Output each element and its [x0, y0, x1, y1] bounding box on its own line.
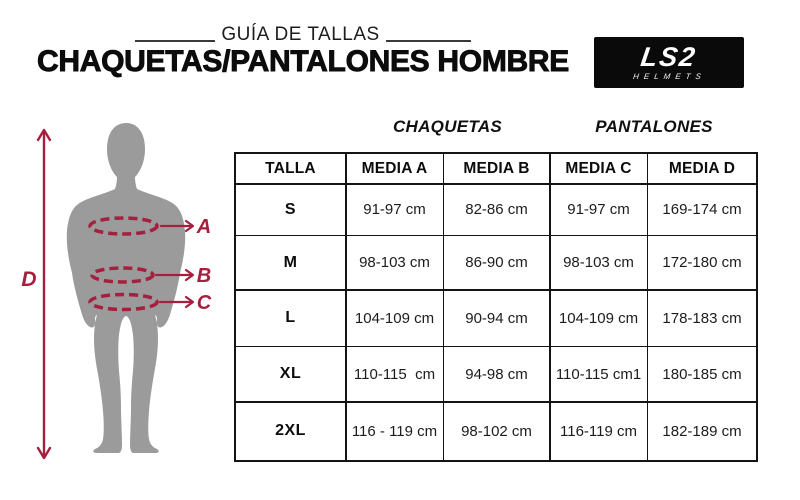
column-header-media-d: MEDIA D	[648, 154, 756, 183]
size-cell: 104-109 cm	[347, 291, 443, 346]
column-header-media-b: MEDIA B	[444, 154, 549, 183]
size-cell: 169-174 cm	[648, 185, 756, 235]
size-label: S	[236, 185, 345, 235]
kicker-line-right	[386, 40, 471, 42]
label-c: C	[196, 292, 212, 314]
column-header-talla: TALLA	[236, 154, 345, 183]
ls2-logo	[594, 37, 744, 88]
kicker-line-left	[135, 40, 215, 42]
male-silhouette	[67, 123, 185, 453]
size-cell: 110-115 cm1	[551, 347, 647, 401]
label-d: D	[21, 268, 37, 291]
size-cell: 98-103 cm	[347, 236, 443, 289]
size-label: M	[236, 236, 345, 289]
size-cell: 172-180 cm	[648, 236, 756, 289]
ls2-helmets-text: HELMETS	[632, 72, 707, 81]
male-silhouette-figure	[0, 100, 230, 490]
size-cell: 86-90 cm	[444, 236, 549, 289]
size-cell: 98-102 cm	[444, 403, 549, 460]
label-b: B	[196, 265, 212, 287]
size-label: 2XL	[236, 403, 345, 460]
size-cell: 98-103 cm	[551, 236, 647, 289]
group-header-pantalones: PANTALONES	[595, 117, 713, 136]
size-cell: 94-98 cm	[444, 347, 549, 401]
size-cell: 110-115 cm	[347, 347, 443, 401]
kicker	[20, 24, 586, 46]
size-cell: 116-119 cm	[551, 403, 647, 460]
size-cell: 82-86 cm	[444, 185, 549, 235]
column-header-media-c: MEDIA C	[551, 154, 647, 183]
label-a: A	[196, 216, 212, 238]
size-table	[234, 152, 758, 462]
column-header-media-a: MEDIA A	[347, 154, 443, 183]
group-header-chaquetas: CHAQUETAS	[392, 117, 503, 136]
size-cell: 91-97 cm	[551, 185, 647, 235]
size-cell: 180-185 cm	[648, 347, 756, 401]
height-arrow	[38, 130, 50, 458]
size-label: L	[236, 291, 345, 346]
size-cell: 116 - 119 cm	[347, 403, 443, 460]
size-cell: 91-97 cm	[347, 185, 443, 235]
ls2-logo-text: LS2	[639, 42, 699, 72]
size-cell: 90-94 cm	[444, 291, 549, 346]
size-label: XL	[236, 347, 345, 401]
kicker-text: GUÍA DE TALLAS	[221, 24, 380, 45]
page-title: CHAQUETAS/PANTALONES HOMBRE	[37, 45, 569, 78]
size-cell: 104-109 cm	[551, 291, 647, 346]
size-cell: 182-189 cm	[648, 403, 756, 460]
size-cell: 178-183 cm	[648, 291, 756, 346]
